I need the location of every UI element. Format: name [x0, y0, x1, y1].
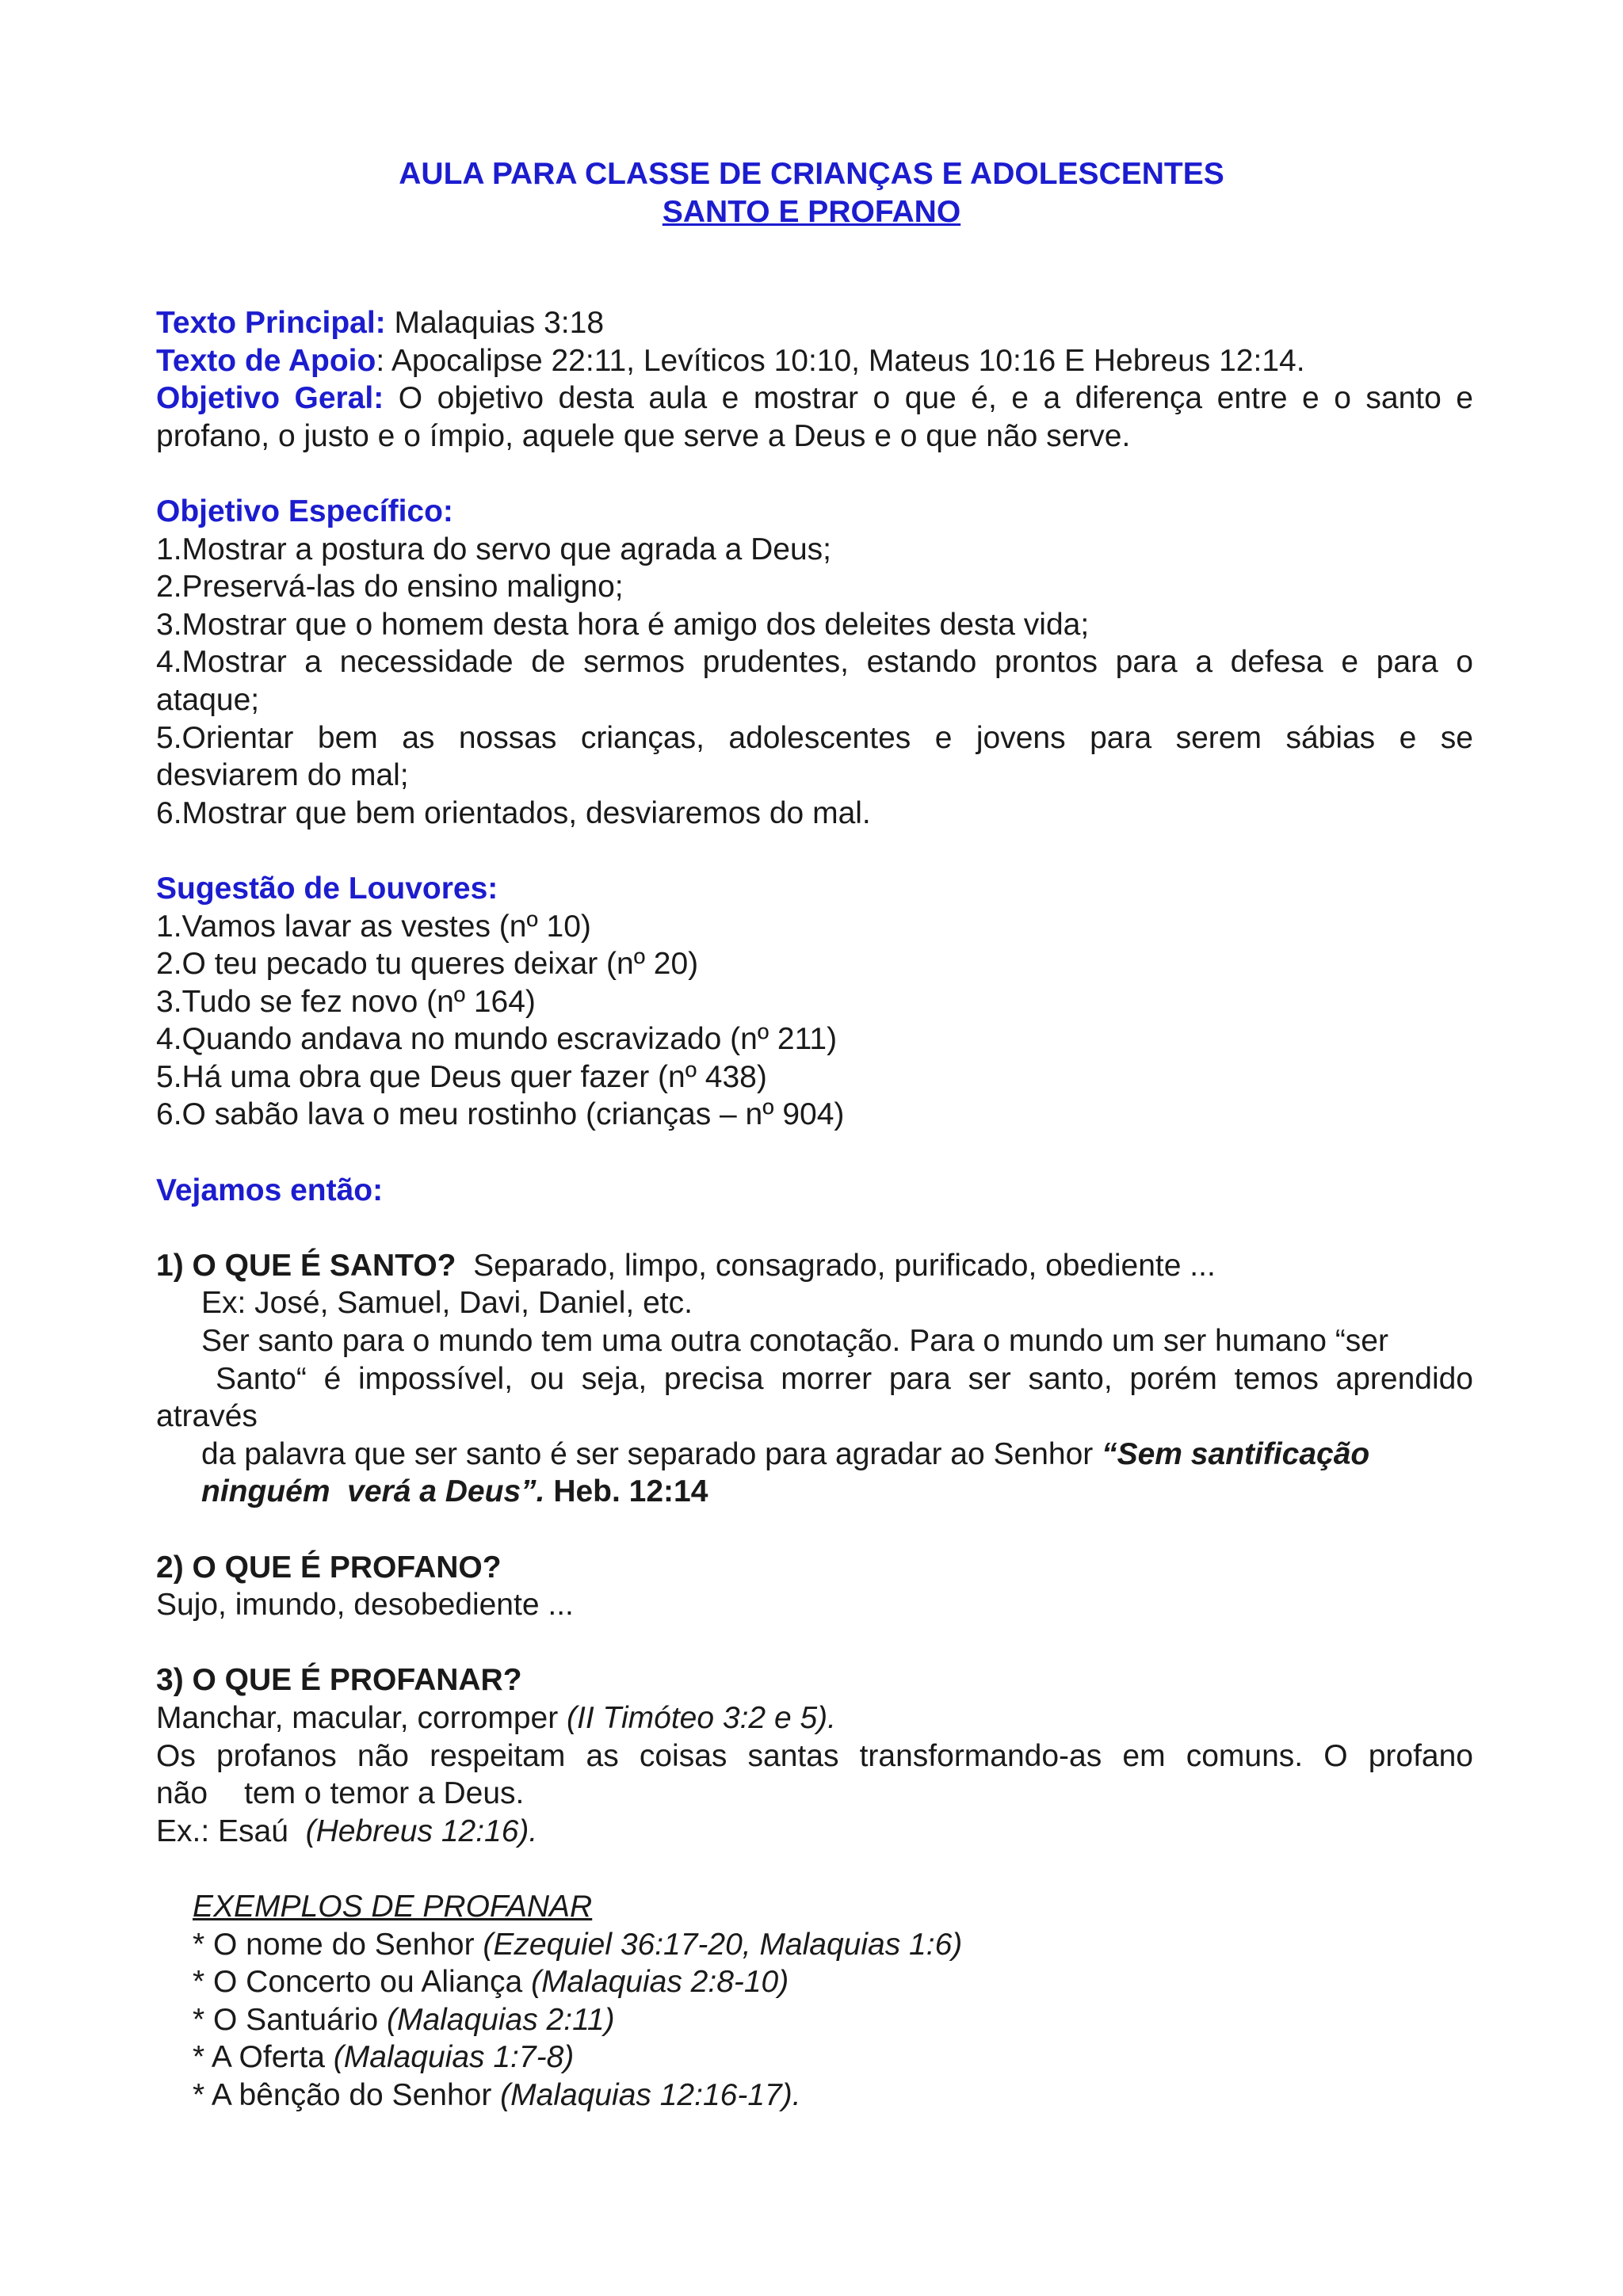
- exemplo-reference: (Malaquias 2:11): [386, 2002, 615, 2037]
- louvor-item: 6.O sabão lava o meu rostinho (crianças – nº 904): [156, 1097, 845, 1132]
- exemplo-reference: (Malaquias 1:7-8): [333, 2040, 575, 2075]
- louvor-item: 5.Há uma obra que Deus quer fazer (nº 438): [156, 1059, 767, 1094]
- exemplos-heading: EXEMPLOS DE PROFANAR: [193, 1889, 593, 1924]
- texto-apoio-value: : Apocalipse 22:11, Levíticos 10:10, Mateus 10:16 E Hebreus 12:14.: [376, 343, 1305, 378]
- profano-question: 2) O QUE É PROFANO?: [156, 1550, 502, 1585]
- profanar-reference: (II Timóteo 3:2 e 5).: [567, 1700, 836, 1735]
- exemplo-reference: (Ezequiel 36:17-20, Malaquias 1:6): [483, 1927, 963, 1962]
- exemplo-item: [156, 2077, 1473, 2115]
- spacer: [156, 455, 1473, 493]
- exemplo-item: [156, 1963, 1473, 2001]
- texto-apoio-label: Texto de Apoio: [156, 343, 376, 378]
- texto-apoio: [156, 342, 1473, 380]
- profanar-line: [156, 1699, 1473, 1737]
- profanar-text: Ex.: Esaú: [156, 1814, 306, 1848]
- profanar-text: Manchar, macular, corromper: [156, 1700, 567, 1735]
- objetivo-item: 6.Mostrar que bem orientados, desviaremos do mal.: [156, 795, 871, 830]
- profanar-text: tem o temor a Deus.: [244, 1776, 525, 1811]
- exemplo-item: [156, 2001, 1473, 2039]
- spacer: [156, 1624, 1473, 1662]
- objetivo-geral-text: O objetivo desta aula e mostrar o que é, e a diferença entre e o santo e: [384, 381, 1473, 416]
- profano-answer: Sujo, imundo, desobediente ...: [156, 1588, 574, 1623]
- objetivo-item: 2.Preservá-las do ensino maligno;: [156, 570, 624, 605]
- exemplo-text: * O nome do Senhor: [193, 1927, 483, 1962]
- objetivo-item-continued: desviarem do mal;: [156, 758, 409, 793]
- document-body: [156, 304, 1473, 2115]
- title-block: [0, 155, 1623, 231]
- document-title: AULA PARA CLASSE DE CRIANÇAS E ADOLESCENTES: [399, 157, 1224, 191]
- exemplo-text: * A Oferta: [193, 2040, 334, 2075]
- santo-paragraph-line: Santo“ é impossível, ou seja, precisa morrer para ser santo, porém temos aprendido: [216, 1361, 1473, 1396]
- objetivo-item-continued: ataque;: [156, 682, 260, 717]
- profanar-text: não: [156, 1776, 208, 1811]
- santo-paragraph-line: [156, 1473, 1473, 1511]
- santo-question-line: [156, 1247, 1473, 1285]
- objetivo-item: 1.Mostrar a postura do servo que agrada a Deus;: [156, 532, 831, 566]
- objetivo-item: 4.Mostrar a necessidade de sermos prudentes, estando prontos para a defesa e para o: [156, 645, 1473, 680]
- objetivo-especifico-heading: Objetivo Específico:: [156, 494, 453, 528]
- objetivo-item: 5.Orientar bem as nossas crianças, adolescentes e jovens para serem sábias e se: [156, 720, 1473, 755]
- profanar-line: Os profanos não respeitam as coisas santas transformando-as em comuns. O profano: [156, 1738, 1473, 1773]
- exemplo-reference: (Malaquias 2:8-10): [531, 1965, 789, 2000]
- spacer: [156, 1511, 1473, 1549]
- santo-paragraph-text: da palavra que ser santo é ser separado para agradar ao Senhor: [201, 1436, 1102, 1471]
- santo-examples: Ex: José, Samuel, Davi, Daniel, etc.: [201, 1286, 693, 1321]
- document-subtitle: SANTO E PROFANO: [662, 195, 961, 229]
- santo-reference: Heb. 12:14: [544, 1474, 708, 1509]
- louvor-item: 2.O teu pecado tu queres deixar (nº 20): [156, 947, 699, 982]
- louvor-item: 4.Quando andava no mundo escravizado (nº 211): [156, 1022, 838, 1057]
- objetivo-item: 3.Mostrar que o homem desta hora é amigo dos deleites desta vida;: [156, 607, 1090, 642]
- spacer: [156, 832, 1473, 870]
- texto-principal-label: Texto Principal:: [156, 306, 386, 340]
- profanar-question: 3) O QUE É PROFANAR?: [156, 1663, 522, 1698]
- exemplo-text: * O Santuário: [193, 2002, 387, 2037]
- vejamos-heading: Vejamos então:: [156, 1173, 384, 1207]
- santo-quote-continued: ninguém verá a Deus”.: [201, 1474, 545, 1509]
- profanar-line: [156, 1813, 1473, 1851]
- santo-quote: “Sem santificação: [1102, 1436, 1370, 1471]
- texto-principal-value: Malaquias 3:18: [385, 306, 605, 340]
- louvores-heading: Sugestão de Louvores:: [156, 871, 498, 906]
- santo-paragraph-line: [156, 1436, 1473, 1474]
- santo-answer: Separado, limpo, consagrado, purificado, obediente ...: [456, 1248, 1216, 1283]
- louvor-item: 3.Tudo se fez novo (nº 164): [156, 984, 536, 1019]
- objetivo-geral: [156, 379, 1473, 418]
- exemplo-text: * O Concerto ou Aliança: [193, 1965, 532, 2000]
- profanar-line: [156, 1775, 1473, 1813]
- santo-paragraph-line: Ser santo para o mundo tem uma outra conotação. Para o mundo um ser humano “ser: [201, 1324, 1388, 1359]
- exemplo-reference: (Malaquias 12:16-17).: [500, 2077, 801, 2112]
- objetivo-geral-label: Objetivo Geral:: [156, 381, 384, 416]
- objetivo-geral-continued: profano, o justo e o ímpio, aquele que serve a Deus e o que não serve.: [156, 418, 1131, 453]
- texto-principal: [156, 304, 1473, 342]
- santo-paragraph-line: através: [156, 1399, 258, 1434]
- exemplo-text: * A bênção do Senhor: [193, 2077, 501, 2112]
- spacer: [156, 1134, 1473, 1172]
- exemplo-item: [156, 1926, 1473, 1964]
- louvor-item: 1.Vamos lavar as vestes (nº 10): [156, 909, 591, 944]
- spacer: [156, 1850, 1473, 1888]
- exemplo-item: [156, 2039, 1473, 2077]
- santo-question: 1) O QUE É SANTO?: [156, 1248, 456, 1283]
- spacer: [156, 1209, 1473, 1247]
- profanar-reference: (Hebreus 12:16).: [305, 1814, 538, 1848]
